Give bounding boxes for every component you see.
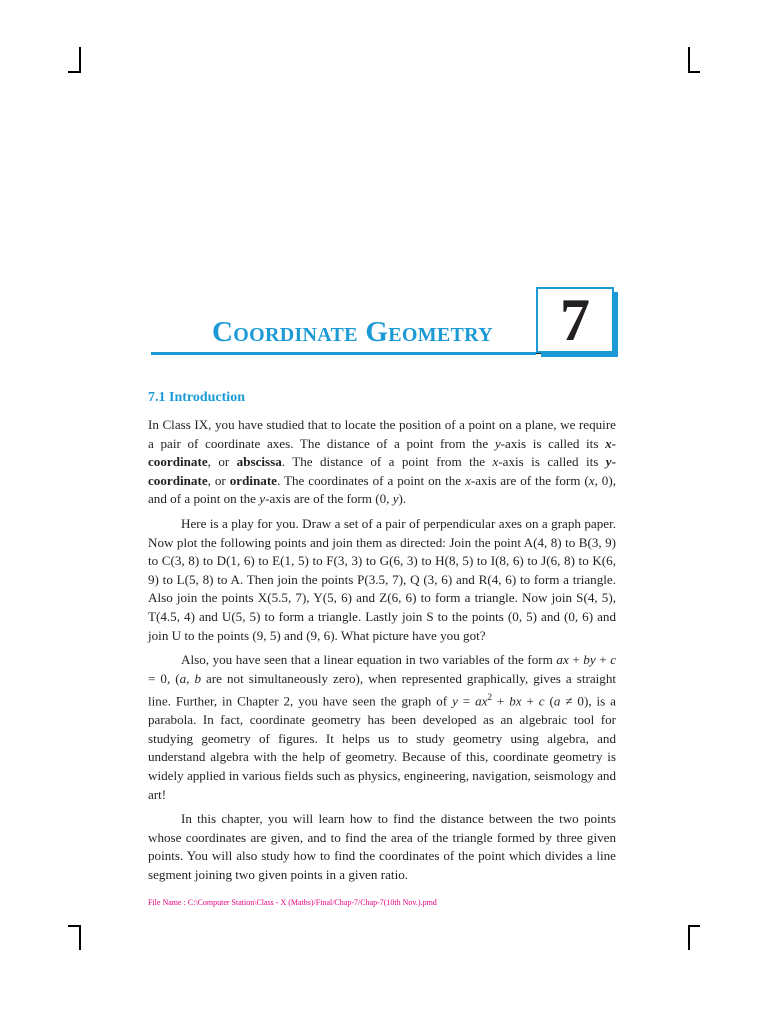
text-span: Also, you have seen that a linear equation in two variables of the form [181,652,557,668]
chapter-title [212,318,493,347]
text-span: , or [207,472,230,488]
text-span: + [568,652,584,668]
text-span: = [457,693,476,709]
paragraph-1 [148,416,616,509]
crop-mark-top-left [68,71,81,73]
text-span: In Class IX, you have studied that to locate the position of a point on a plane, we require a pair of coordinate axes. The distance of a point from the [148,417,616,451]
text-span: . The distance of a point from the [281,454,493,470]
math-var: b [194,670,201,686]
math-var: x [588,472,595,488]
math-var: y [392,491,399,507]
text-span: -axis are of the form (0, [265,491,393,507]
term-var: x [605,435,612,451]
text-span: + [491,693,510,709]
math-var: ax [556,652,569,668]
math-var: by [583,652,596,668]
math-var: y [259,491,266,507]
footer-file-name: File Name : C:\Computer Station\Class - X (Maths)/Final/Chap-7/Chap-7(10th Nov.).pmd [148,898,437,907]
text-span: -axis are of the form ( [470,472,589,488]
text-span: ≠ 0), is a parabola. In fact, coordinate geometry has been developed as an algebraic tool for studying geometry of figures. It helps us to study geometry using algebra, and understand algebra with the help of geometry. Because of this, coordinate geometry is widely applied in various fields such as physics, engineering, navigation, seismology and art! [148,693,616,802]
chapter-number: 7 [560,287,590,353]
math-var: x [465,472,471,488]
chapter-number-box-shadow [614,292,618,357]
term-y-coordinate: -coordinate [148,454,616,488]
term-x-coordinate: -coordinate [148,435,616,470]
text-span: . The coordinates of a point on the [277,472,466,488]
text-span: , [186,670,195,686]
text-span: ( [544,693,554,709]
crop-mark-top-right [688,47,690,73]
math-var: bx [509,693,522,709]
crop-mark-bottom-right [688,925,690,950]
paragraph-4: In this chapter, you will learn how to find the distance between the two points whose coordinates are given, and to find the area of the triangle formed by three given points. You will also study how to find the coordinates of the point which divides a line segment joining two given points in a given ratio. [148,811,616,883]
math-var: c [538,693,545,709]
text-span: -axis is called its [498,454,606,470]
paragraph-3 [148,651,616,804]
crop-mark-bottom-left [68,925,81,927]
superscript: 2 [487,692,492,703]
text-span: + [595,652,611,668]
term-ordinate: ordinate [229,472,277,488]
title-underline [151,352,536,355]
chapter-title-word-2: Geometry [365,316,493,348]
paragraph-2: Here is a play for you. Draw a set of a pair of perpendicular axes on a graph paper. Now plot the following points and join them as directed: Join the point A(4, 8) to B(3, 9) to C(3, 8) to D(1, 6) to E(1, 5) to F(3, 3) to G(6, 3) to H(8, 5) to I(8, 6) to J(6, 8) to K(6, 9) to L(5, 8) to A. Then join the points P(3.5, 7), Q (3, 6) and R(4, 6) to form a triangle. Also join the points X(5.5, 7), Y(5, 6) and Z(6, 6) to form a triangle. Now join S(4, 5), T(4.5, 4) and U(5, 5) to form a triangle. Lastly join S to the points (0, 5) and (0, 6) and join U to the points (9, 5) and (9, 6). What picture have you got? [148,515,616,643]
text-span: = 0, ( [148,670,180,686]
math-var: ax [475,693,488,709]
section-heading: 7.1 Introduction [148,390,245,405]
term-var: y [605,454,612,470]
crop-mark-bottom-left [79,925,81,950]
math-var: a [553,693,561,709]
math-var: y [452,693,458,709]
text-span: -axis is called its [500,435,606,451]
body-text [148,416,616,891]
chapter-number-box-shadow [541,353,618,357]
math-var: a [179,670,187,686]
text-span: ). [398,491,407,507]
crop-mark-top-left [79,47,81,73]
crop-mark-top-right [688,71,700,73]
math-var: y [494,435,501,451]
text-span: + [521,693,539,709]
text-span: are not simultaneously zero), when represented graphically, gives a straight line. Further, in Chapter 2, you have seen the graph of [148,670,616,709]
chapter-title-word-1: Coordinate [212,316,358,348]
math-var: x [492,454,499,470]
math-var: c [610,652,616,668]
text-span: , 0), and of a point on the [148,472,616,507]
term-abscissa: abscissa [236,454,282,470]
crop-mark-bottom-right [688,925,700,927]
text-span: , or [207,454,237,470]
